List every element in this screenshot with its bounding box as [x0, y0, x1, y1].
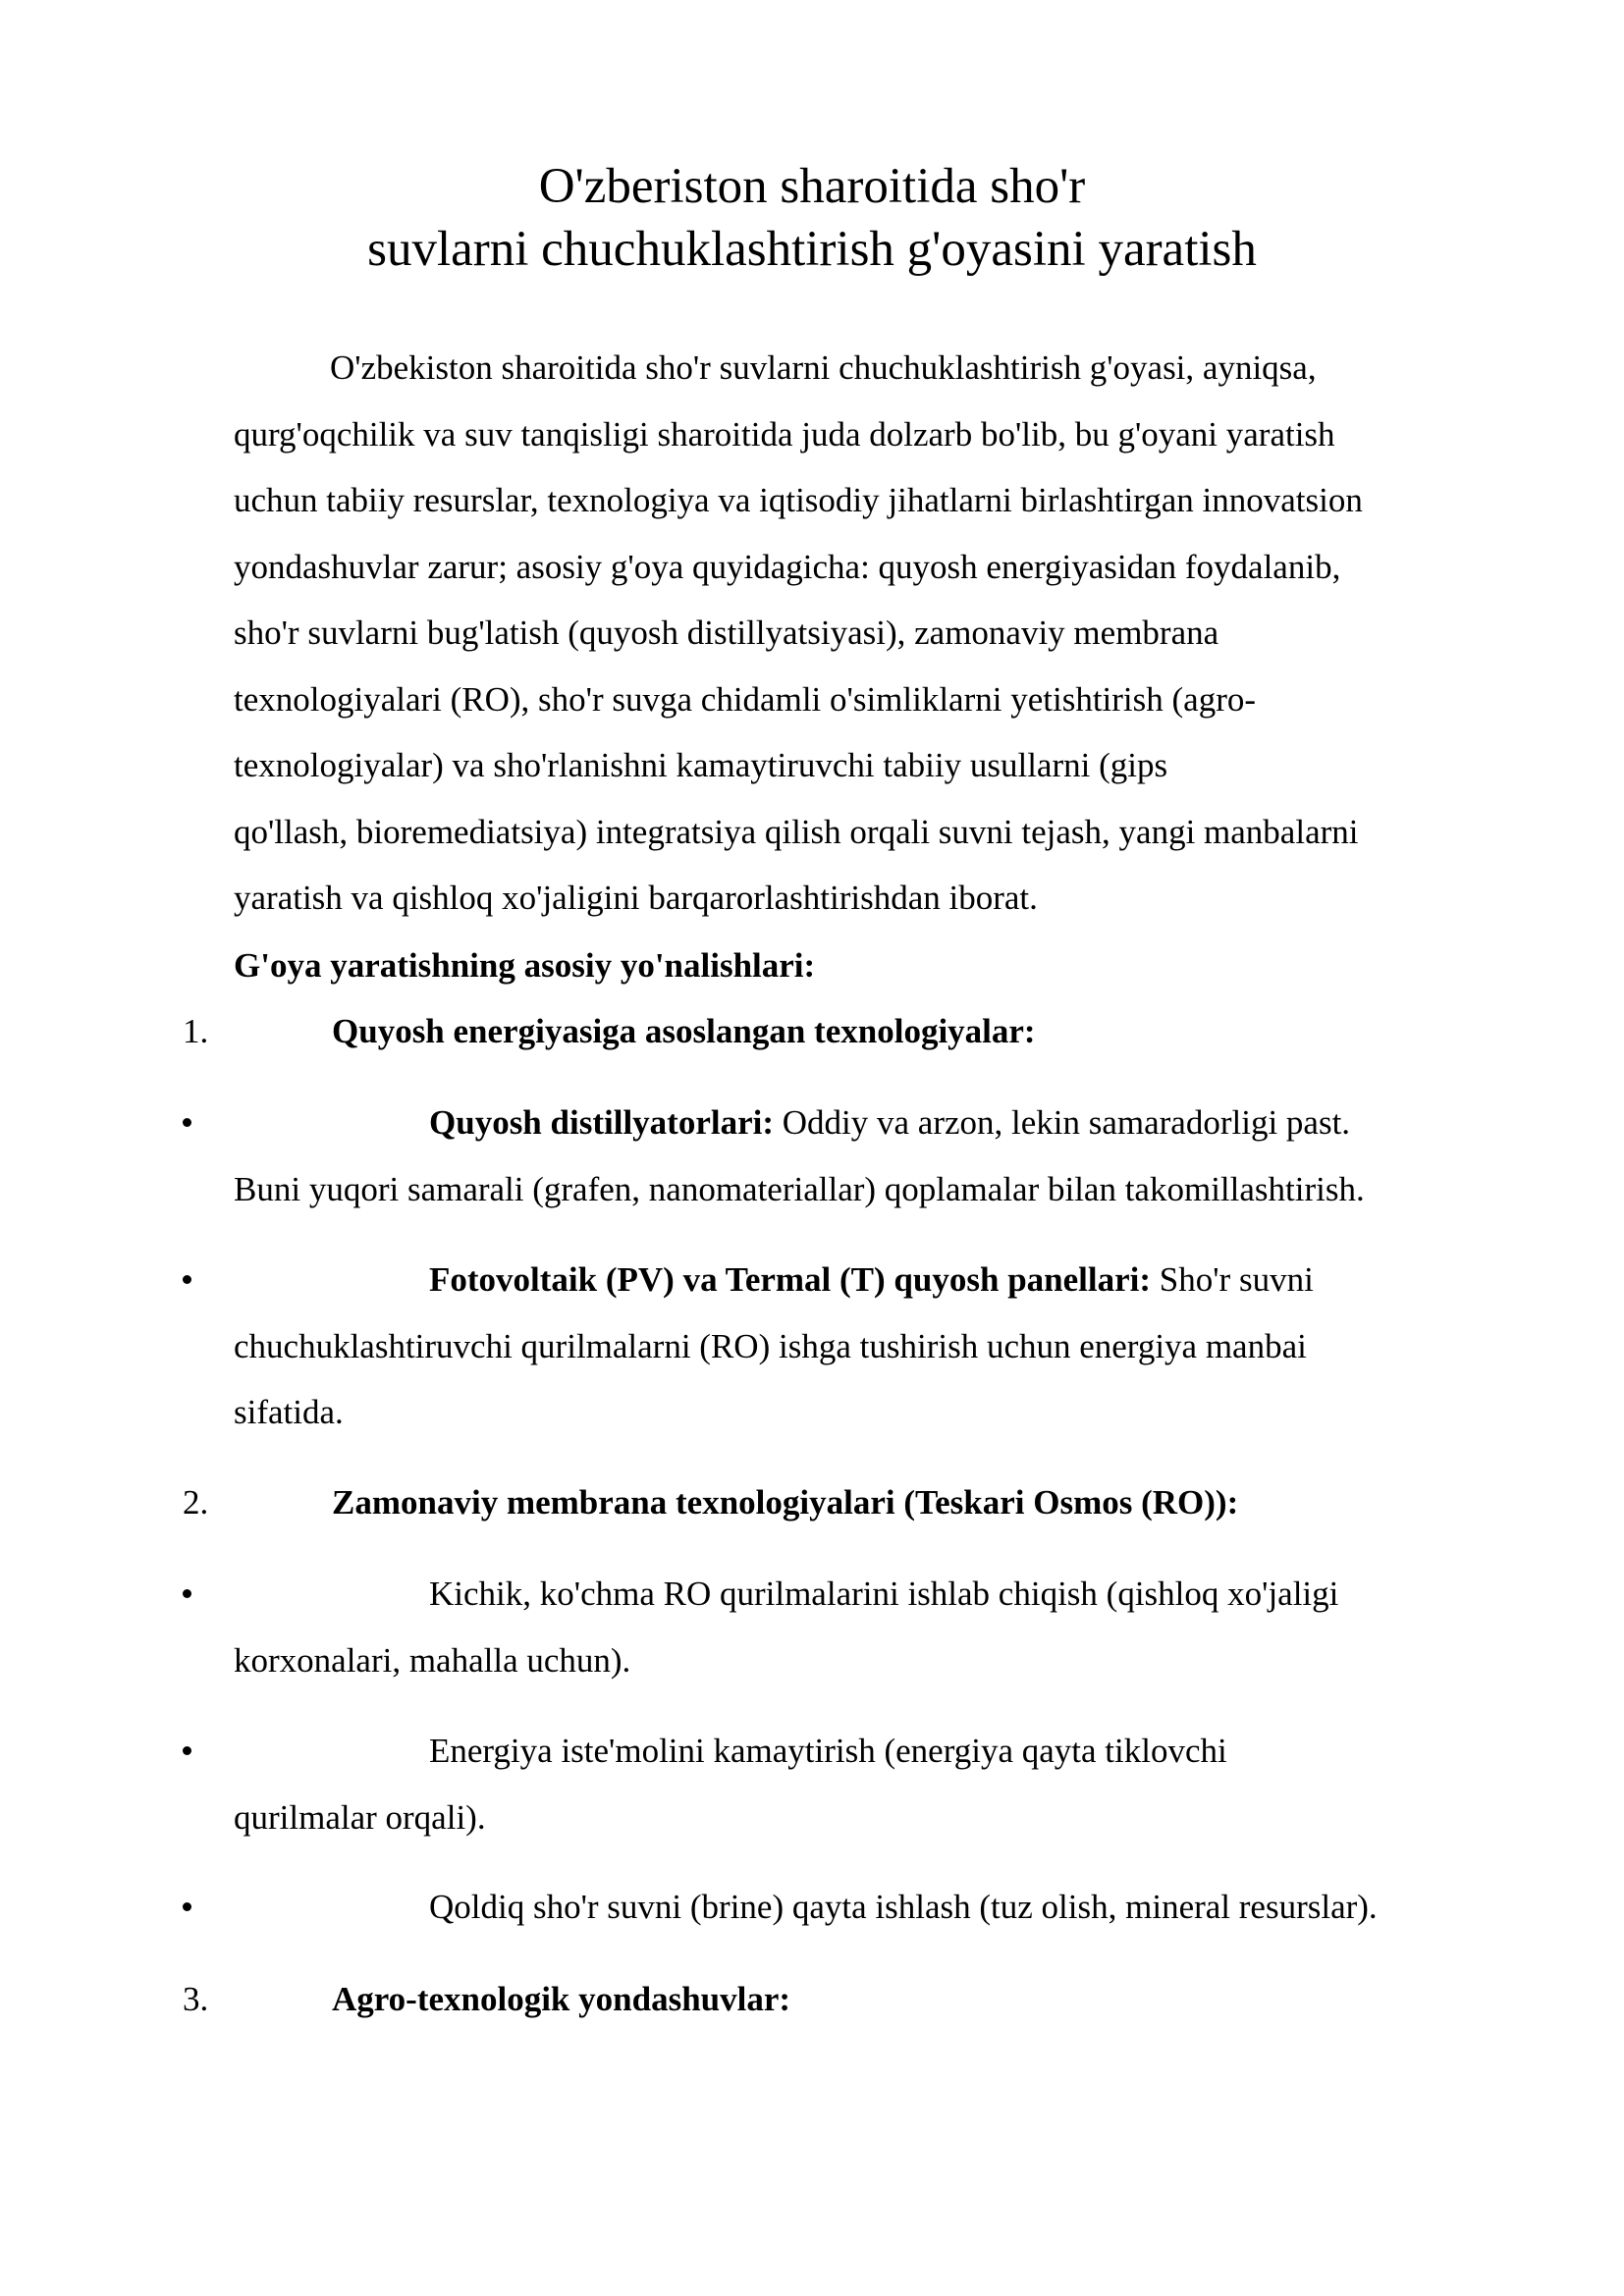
list-item-desc: Qoldiq sho'r suvni (brine) qayta ishlash (tuz olish, mineral resurslar).: [429, 1888, 1378, 1926]
intro-line: yaratish va qishloq xo'jaligini barqarorlashtirishdan iborat.: [234, 879, 1038, 917]
list-item-desc: Energiya iste'molini kamaytirish (energiya qayta tiklovchi: [429, 1732, 1227, 1770]
bullet-icon: [183, 1746, 191, 1755]
intro-line: uchun tabiiy resurslar, texnologiya va iqtisodiy jihatlarni birlashtirgan innovatsion: [234, 481, 1363, 519]
list-item-desc: Oddiy va arzon, lekin samaradorligi past.: [774, 1103, 1351, 1142]
title-line-1: O'zberiston sharoitida sho'r: [538, 159, 1086, 214]
list-item-desc: Kichik, ko'chma RO qurilmalarini ishlab chiqish (qishloq xo'jaligi: [429, 1575, 1339, 1613]
section-title: Agro-texnologik yondashuvlar:: [332, 1980, 791, 2018]
intro-line: texnologiyalar) va sho'rlanishni kamaytiruvchi tabiiy usullarni (gips: [234, 746, 1168, 784]
list-item-term: Quyosh distillyatorlari:: [429, 1103, 774, 1142]
directions-heading: G'oya yaratishning asosiy yo'nalishlari:: [234, 946, 816, 985]
list-item-text: [234, 1718, 1510, 1850]
section-title: Zamonaviy membrana texnologiyalari (Teskari Osmos (RO)):: [332, 1483, 1239, 1522]
bullet-icon: [183, 1118, 191, 1127]
intro-line: qo'llash, bioremediatsiya) integratsiya qilish orqali suvni tejash, yangi manbalarni: [234, 812, 1359, 851]
intro-line: qurg'oqchilik va suv tanqisligi sharoitida juda dolzarb bo'lib, bu g'oyani yaratish: [234, 414, 1335, 454]
section-number: 2.: [183, 1483, 209, 1522]
bullet-icon: [183, 1902, 191, 1911]
bullet-icon: [183, 1275, 191, 1284]
title-line-2: suvlarni chuchuklashtirish g'oyasini yaratish: [367, 222, 1257, 277]
bullet-icon: [183, 1589, 191, 1598]
intro-line: yondashuvlar zarur; asosiy g'oya quyidagicha: quyosh energiyasidan foydalanib,: [234, 547, 1341, 586]
list-item-text: [234, 1247, 1510, 1446]
list-item-cont: chuchuklashtiruvchi qurilmalarni (RO) ishga tushirish uchun energiya manbai: [234, 1326, 1307, 1365]
intro-line: sho'r suvlarni bug'latish (quyosh distillyatsiyasi), zamonaviy membrana: [234, 614, 1219, 652]
list-item-desc: Sho'r suvni: [1151, 1260, 1314, 1299]
list-item-text: [234, 1561, 1510, 1693]
list-item-cont: korxonalari, mahalla uchun).: [234, 1640, 631, 1680]
intro-line: texnologiyalari (RO), sho'r suvga chidamli o'simliklarni yetishtirish (agro-: [234, 679, 1257, 719]
list-item-text: [234, 1874, 1510, 1941]
section-title: Quyosh energiyasiga asoslangan texnologiyalar:: [332, 1012, 1036, 1050]
list-item-cont: qurilmalar orqali).: [234, 1797, 486, 1837]
intro-line: O'zbekiston sharoitida sho'r suvlarni chuchuklashtirish g'oyasi, ayniqsa,: [330, 348, 1317, 387]
intro-paragraph: [234, 335, 1510, 932]
document-title: [0, 155, 1624, 281]
section-number: 1.: [183, 1012, 209, 1050]
list-item-term: Fotovoltaik (PV) va Termal (T) quyosh panellari:: [429, 1260, 1152, 1299]
list-item-cont: Buni yuqori samarali (grafen, nanomateriallar) qoplamalar bilan takomillashtirish.: [234, 1169, 1365, 1208]
section-number: 3.: [183, 1980, 209, 2018]
list-item-cont: sifatida.: [234, 1393, 344, 1431]
list-item-text: [234, 1090, 1510, 1222]
